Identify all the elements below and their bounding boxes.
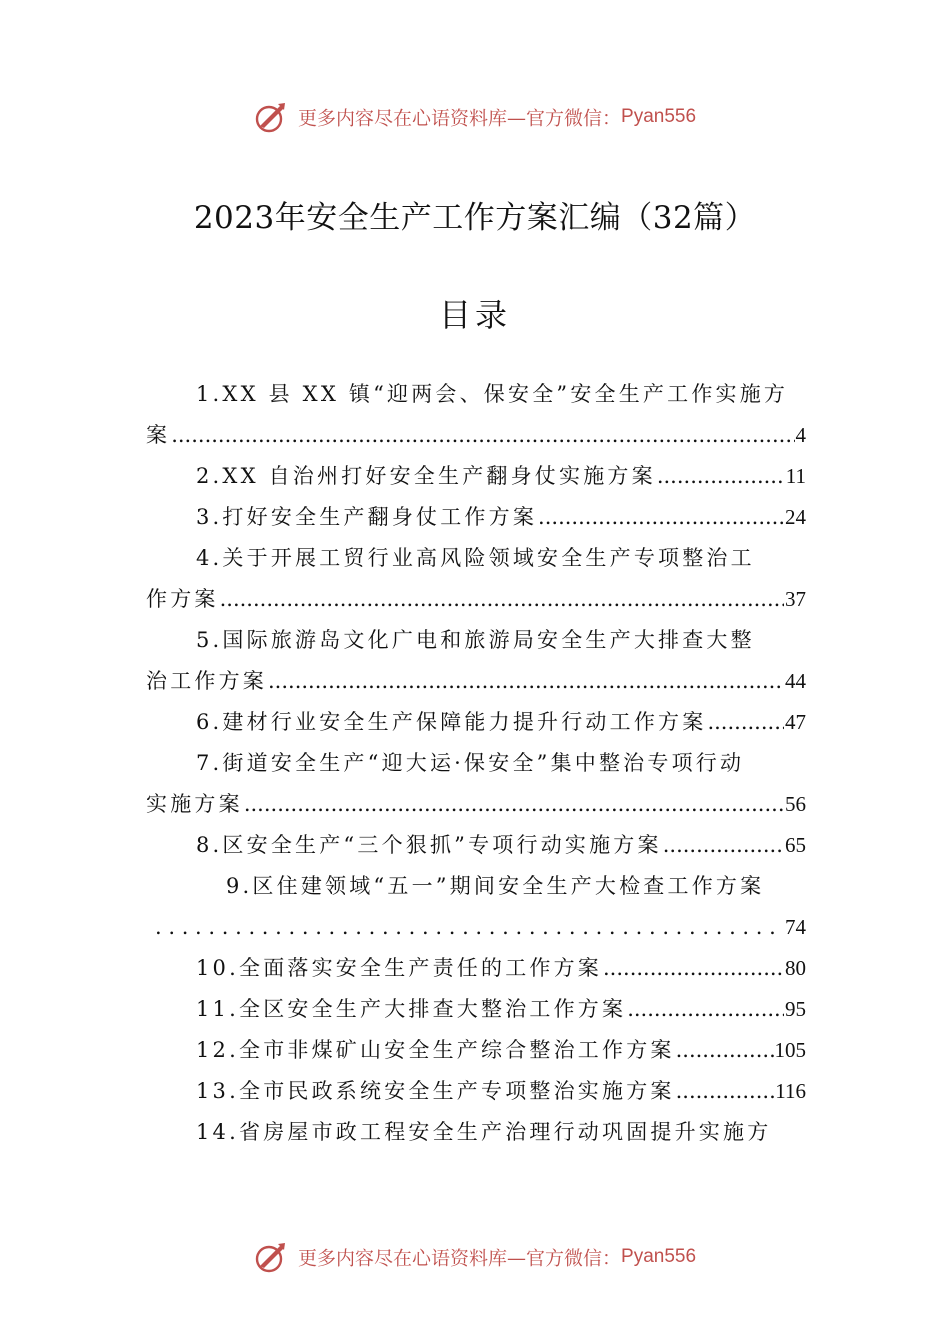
toc-page-number: 37 xyxy=(785,587,806,611)
toc-entry-title: 8.区安全生产“三个狠抓”专项行动实施方案 xyxy=(196,833,662,857)
toc-entry-title: 14.省房屋市政工程安全生产治理行动巩固提升实施方 xyxy=(196,1120,772,1144)
pen-logo-icon xyxy=(254,100,288,134)
toc-entry-title: 13.全市民政系统安全生产专项整治实施方案 xyxy=(196,1079,675,1103)
toc-leader-dots xyxy=(627,989,784,1030)
toc-entry-title: 10.全面落实安全生产责任的工作方案 xyxy=(196,956,602,980)
toc-page-number: 56 xyxy=(785,792,806,816)
toc-page-number: 95 xyxy=(785,997,806,1021)
toc-page-number: 47 xyxy=(785,710,806,734)
toc-page-number: 44 xyxy=(785,669,806,693)
toc-entry-title-cont: 作方案 xyxy=(146,587,219,611)
toc-leader-dots xyxy=(171,415,794,456)
toc-leader-dots xyxy=(603,948,784,989)
toc-leader-dots xyxy=(676,1071,775,1112)
toc-page-number: 80 xyxy=(785,956,806,980)
toc-page-number: 65 xyxy=(785,833,806,857)
toc-entry-12[interactable] xyxy=(146,1030,806,1071)
toc-leader-dots xyxy=(657,456,785,497)
toc-entry-14[interactable] xyxy=(146,1112,806,1153)
toc-leader-dots xyxy=(244,784,784,825)
toc-entry-5[interactable] xyxy=(146,620,806,702)
toc-entry-9[interactable] xyxy=(146,866,806,948)
toc-entry-title: 9.区住建领域“五一”期间安全生产大检查工作方案 xyxy=(226,874,765,898)
table-of-contents xyxy=(146,374,806,1153)
banner-wechat-id: Pyan556 xyxy=(621,106,697,127)
toc-entry-title-cont: 治工作方案 xyxy=(146,669,267,693)
toc-entry-title: 2.XX 自治州打好安全生产翻身仗实施方案 xyxy=(196,464,656,488)
toc-entry-6[interactable] xyxy=(146,702,806,743)
footer-banner xyxy=(0,1240,950,1274)
banner-wechat-id: Pyan556 xyxy=(621,1246,697,1267)
toc-entry-1[interactable] xyxy=(146,374,806,456)
toc-entry-title: 3.打好安全生产翻身仗工作方案 xyxy=(196,505,538,529)
toc-page-number: 105 xyxy=(774,1038,806,1062)
banner-text: 更多内容尽在心语资料库—官方微信： xyxy=(298,107,622,130)
toc-heading: 目录 xyxy=(438,296,511,334)
toc-entry-8[interactable] xyxy=(146,825,806,866)
toc-page-number: 116 xyxy=(775,1079,806,1103)
toc-leader-dots xyxy=(676,1030,774,1071)
toc-entry-11[interactable] xyxy=(146,989,806,1030)
toc-entry-7[interactable] xyxy=(146,743,806,825)
toc-entry-title-cont: 案 xyxy=(146,423,171,447)
toc-entry-title: 5.国际旅游岛文化广电和旅游局安全生产大排查大整 xyxy=(196,628,755,652)
toc-entry-10[interactable] xyxy=(146,948,806,989)
banner-text: 更多内容尽在心语资料库—官方微信： xyxy=(298,1247,622,1270)
toc-page-number: 4 xyxy=(795,423,806,447)
header-banner xyxy=(0,100,950,134)
toc-entry-title: 7.街道安全生产“迎大运·保安全”集中整治专项行动 xyxy=(196,751,745,775)
toc-leader-dots xyxy=(268,661,784,702)
toc-leader-dots xyxy=(220,579,784,620)
toc-entry-title: 6.建材行业安全生产保障能力提升行动工作方案 xyxy=(196,710,707,734)
toc-entry-3[interactable] xyxy=(146,497,806,538)
toc-page-number: 24 xyxy=(785,505,806,529)
toc-leader-dots xyxy=(155,907,784,948)
document-title: 2023年安全生产工作方案汇编（32篇） xyxy=(193,200,757,236)
toc-entry-title: 1.XX 县 XX 镇“迎两会、保安全”安全生产工作实施方 xyxy=(196,382,789,406)
toc-entry-title: 12.全市非煤矿山安全生产综合整治工作方案 xyxy=(196,1038,675,1062)
pen-logo-icon xyxy=(254,1240,288,1274)
toc-entry-title: 4.关于开展工贸行业高风险领域安全生产专项整治工 xyxy=(196,546,755,570)
toc-entry-title: 11.全区安全生产大排查大整治工作方案 xyxy=(196,997,627,1021)
toc-leader-dots xyxy=(707,702,784,743)
toc-entry-2[interactable] xyxy=(146,456,806,497)
toc-page-number: 74 xyxy=(785,915,806,939)
toc-entry-13[interactable] xyxy=(146,1071,806,1112)
toc-leader-dots xyxy=(663,825,784,866)
toc-leader-dots xyxy=(538,497,784,538)
toc-page-number: 11 xyxy=(785,464,806,488)
toc-entry-4[interactable] xyxy=(146,538,806,620)
toc-entry-title-cont: 实施方案 xyxy=(146,792,243,816)
